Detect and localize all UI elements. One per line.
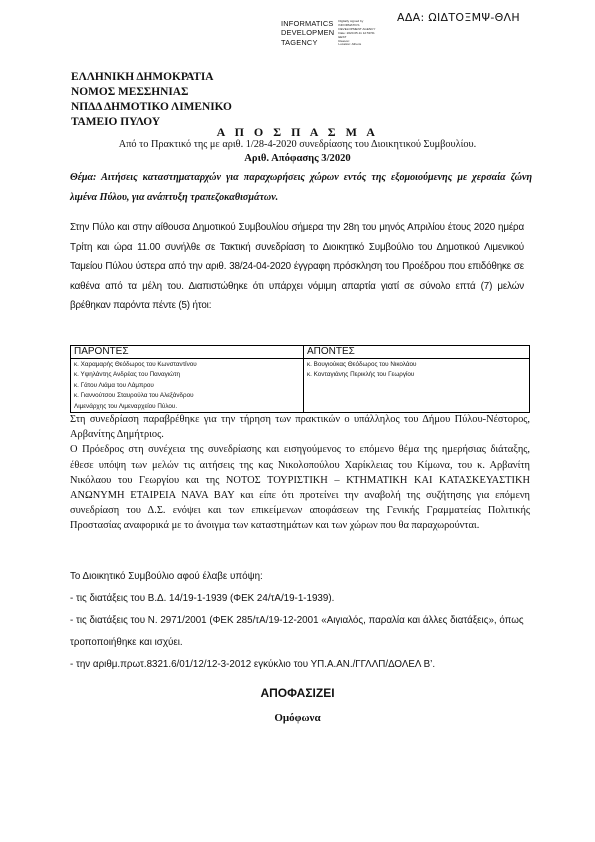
decision-heading: ΑΠΟΦΑΣΙΖΕΙ xyxy=(260,686,335,700)
stamp-detail-line: DEVELOPMENT AGENCY xyxy=(338,26,376,31)
digital-signature-stamp xyxy=(281,19,375,47)
president-paragraph: Ο Πρόεδρος στη συνέχεια της συνεδρίασης και εισηγούμενος το επόμενο θέμα της ημερήσιας διάταξης, έθεσε υπόψη των μελών τις αιτήσεις της κας Νικολοπούλου Χαρίκλειας του Κίμωνα, του κ. Αρβανίτη Νικόλαου του Γεωργίου και της ΝΟΤΟΣ ΤΟΥΡΙΣΤΙΚΗ – ΚΤΗΜΑΤΙΚΗ ΚΑΙ ΚΑΤΑΣΚΕΥΑΣΤΙΚΗ ΑΝΩΝΥΜΗ ΕΤΑΙΡΕΙΑ NAVA BAY και είπε ότι προτείνει την αναβολή της συζήτησης για επόμενη συνεδρίαση του Δ.Σ. ενόψει και των επικείμενων αποφάσεων της Γενικής Γραμματείας Πολιτικής Προστασίας αναφορικά με το άνοιγμα των καταστημάτων και των χώρων που θα παραχωρούνται. xyxy=(70,444,530,532)
subject-line: Θέμα: Αιτήσεις καταστηματαρχών για παραχωρήσεις χώρων εντός της εξομοιούμενης με χερσαία ζώνη λιμένα Πύλου, για ανάπτυξη τραπεζοκαθισμάτων. xyxy=(70,172,532,203)
legal-provision: - τις διατάξεις του Β.Δ. 14/19-1-1939 (ΦΕΚ 24/τΑ/19-1-1939). xyxy=(70,593,335,604)
present-members-cell xyxy=(71,359,304,413)
present-member: κ. Γιαννούτσου Σταυρούλα του Αλεξάνδρου xyxy=(74,392,194,400)
intro-paragraph: Στην Πύλο και στην αίθουσα Δημοτικού Συμβουλίου σήμερα την 28η του μηνός Απριλίου έτους 2020 ημέρα Τρίτη και ώρα 11.00 συνήλθε σε Τακτική συνεδρίαση το Διοικητικό Συμβούλιο του Δημοτικού Λιμενικού Ταμείου Πύλου ύστερα από την αριθ. 38/24-04-2020 έγγραφη πρόσκληση του Προέδρου που επιδόθηκε σε καθένα από τα μέλη του. Διαπιστώθηκε ότι υπάρχει νόμιμη απαρτία γιατί σε σύνολο επτά (7) μελών βρέθηκαν παρόντα πέντε (5) ήτοι: xyxy=(70,222,524,312)
ada-code: ΑΔΑ: ΩΙΔΤΟΞΜΨ-ΘΛΗ xyxy=(397,11,520,24)
authority-line: ΝΠΔΔ ΔΗΜΟΤΙΚΟ ΛΙΜΕΝΙΚΟ xyxy=(71,101,232,113)
considerations-intro: Το Διοικητικό Συμβούλιο αφού έλαβε υπόψη: xyxy=(70,571,263,582)
stamp-organization xyxy=(281,19,334,47)
legal-provision: - την αριθμ.πρωτ.8321.6/01/12/12-3-2012 εγκύκλιο του ΥΠ.Α.ΑΝ./ΓΓΛΛΠ/ΔΟΛΕΛ Β’. xyxy=(70,659,436,670)
minutes-reference: Από το Πρακτικό της με αριθ. 1/28-4-2020 συνεδρίασης του Διοικητικού Συμβουλίου. xyxy=(118,139,477,150)
minutes-body xyxy=(70,412,530,534)
decision-number: Αριθ. Απόφασης 3/2020 xyxy=(244,153,351,164)
present-header: ΠΑΡΟΝΤΕΣ xyxy=(71,346,304,359)
authority-line: ΕΛΛΗΝΙΚΗ ΔΗΜΟΚΡΑΤΙΑ xyxy=(71,71,214,83)
issuing-authority xyxy=(71,70,232,130)
authority-line: ΝΟΜΟΣ ΜΕΣΣΗΝΙΑΣ xyxy=(71,86,189,98)
absent-header: ΑΠΟΝΤΕΣ xyxy=(304,346,530,359)
legal-basis xyxy=(70,566,530,676)
present-member: κ. Γάτου Λιάμα του Λάμπρου xyxy=(74,381,154,389)
stamp-detail-line: INFORMATICS xyxy=(338,22,360,27)
secretary-paragraph: Στη συνεδρίαση παραβρέθηκε για την τήρηση των πρακτικών ο υπάλληλος του Δήμου Πύλου-Νέστορος, Αρβανίτης Δημήτριος. xyxy=(70,414,530,441)
stamp-detail-line: Reason: xyxy=(338,38,350,43)
stamp-details xyxy=(338,20,375,47)
stamp-line: TAGENCY xyxy=(281,37,318,47)
present-member: Λιμενάρχης του Λιμεναρχείου Πύλου. xyxy=(74,402,178,410)
absent-member: κ. Βουγιούκας Θεόδωρος του Νικολάου xyxy=(307,361,417,368)
document-title: Α Π Ο Σ Π Α Σ Μ Α xyxy=(216,125,379,139)
present-member: κ. Χαραμαρής Θεόδωρος του Κωνσταντίνου xyxy=(74,361,197,368)
stamp-detail-line: Location: Athens xyxy=(338,42,362,47)
attendance-table xyxy=(70,345,530,413)
stamp-detail-line: EEST xyxy=(338,34,347,39)
absent-members-cell xyxy=(304,359,530,413)
stamp-detail-line: Date: 2020.05.11 12:59:51 xyxy=(338,30,375,35)
unanimous-label: Ομόφωνα xyxy=(274,712,321,724)
legal-provision: - τις διατάξεις του Ν. 2971/2001 (ΦΕΚ 285/τΑ/19-12-2001 «Αιγιαλός, παραλία και άλλες διατάξεις», όπως τροποποιήθηκε και ισχύει. xyxy=(70,615,524,648)
stamp-line: DEVELOPMEN xyxy=(281,28,335,38)
stamp-detail-line: Digitally signed by xyxy=(338,19,364,23)
authority-line: ΤΑΜΕΙΟ ΠΥΛΟΥ xyxy=(71,116,161,128)
stamp-line: INFORMATICS xyxy=(281,19,334,28)
absent-member: κ. Κονταγιάνης Περικλής του Γεωργίου xyxy=(307,371,415,379)
present-member: κ. Υψηλάντης Ανδρέας του Παναγιώτη xyxy=(74,371,180,379)
